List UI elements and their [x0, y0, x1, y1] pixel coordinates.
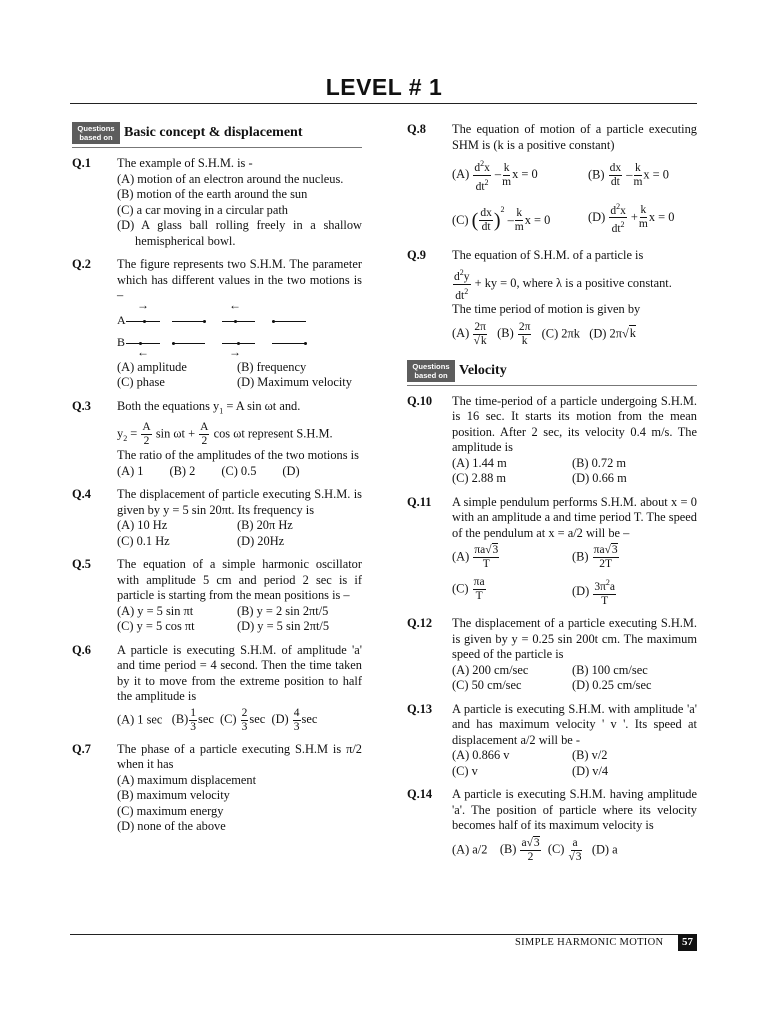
right-arrow-icon: →: [137, 297, 149, 312]
option-c: (C) a car moving in a circular path: [117, 202, 288, 217]
option-c: (C) 2πk: [541, 326, 580, 341]
option-b: (B) $\frac{a√3}{2}$: [499, 836, 540, 863]
question-3: [72, 399, 362, 480]
page-number: 57: [678, 934, 697, 951]
figure-dot: [304, 342, 307, 345]
option-b: (B) $\frac{1}{3}$ sec: [171, 706, 214, 733]
option-c: (C) maximum energy: [117, 803, 224, 818]
right-column: [407, 122, 697, 864]
option-c: (C) 0.5: [221, 463, 257, 478]
option-b: (B) $\frac{\pi a√3}{2T}$: [572, 544, 618, 571]
question-5: [72, 557, 362, 635]
figure-dot: [272, 320, 275, 323]
options: [452, 544, 697, 608]
section-header-velocity: [407, 360, 697, 382]
question-text: The example of S.H.M. is -: [117, 156, 253, 170]
question-10: [407, 394, 697, 487]
option-c: (C) $\frac{2}{3}$ sec: [220, 706, 266, 733]
equation: $y_2$ = $\frac{A}{2}$ sin ωt + $\frac{A}{2}$ cos ωt represent S.H.M.: [117, 421, 333, 448]
options: [117, 464, 362, 480]
option-a: (A) 1 sec: [117, 712, 163, 727]
question-4: [72, 487, 362, 549]
question-text: A simple pendulum performs S.H.M. about x = 0 with an amplitude a and time period T. The speed of the pendulum at x = a/2 will be –: [452, 494, 697, 540]
options-row-2: [452, 200, 697, 237]
question-number: Q.1: [72, 156, 91, 170]
option-b: (B) frequency: [237, 359, 307, 374]
section-title: Velocity: [459, 362, 507, 378]
option-d: (D) 2π√k: [589, 326, 636, 341]
figure-dot: [234, 320, 237, 323]
options: [452, 748, 697, 779]
option-a: (A) $\frac{d^2x}{dt^2}$ – $\frac{k}{m}$ x = 0: [452, 159, 538, 193]
question-number: Q.3: [72, 398, 91, 413]
question-6: [72, 643, 362, 734]
option-a: (A) 0.866 v: [452, 748, 510, 763]
section-title: Basic concept & displacement: [124, 125, 303, 140]
question-number: Q.12: [407, 616, 433, 631]
options: [117, 604, 362, 635]
option-c: (C) phase: [117, 375, 165, 389]
question-text: A particle is executing S.H.M. of amplitude 'a' and time period = 4 second. Then the time taken by it to move from the extreme position to half the amplitude is: [117, 642, 362, 704]
question-9: [407, 248, 697, 348]
option-a: (A) 1: [117, 463, 144, 478]
header-rule: [70, 103, 697, 104]
section-underline: [72, 147, 362, 148]
left-arrow-icon: ←: [229, 297, 241, 312]
options: [452, 321, 697, 348]
option-d: (D) 20Hz: [237, 533, 285, 548]
figure-dot: [143, 320, 146, 323]
question-7: [72, 742, 362, 835]
options: [117, 360, 362, 391]
question-text-2: The ratio of the amplitudes of the two motions is: [117, 448, 359, 463]
option-b: (B) y = 2 sin 2πt/5: [237, 603, 329, 618]
figure-dot: [172, 342, 175, 345]
option-d: (D) 0.25 cm/sec: [572, 678, 652, 693]
question-number: Q.11: [407, 494, 432, 509]
option-d: (D) 0.66 m: [572, 471, 627, 486]
option-b: (B) 2: [169, 463, 196, 478]
figure-dot: [203, 320, 206, 323]
option-a: (A) 1.44 m: [452, 455, 507, 470]
option-a: (A) y = 5 sin πt: [117, 603, 194, 618]
question-11: [407, 495, 697, 608]
option-d: (D) $\frac{4}{3}$ sec: [271, 706, 318, 733]
left-column: [72, 122, 362, 835]
option-b: (B) motion of the earth around the sun: [117, 187, 308, 201]
option-d: (D) Maximum velocity: [237, 375, 352, 389]
question-number: Q.7: [72, 741, 91, 756]
question-text: The time-period of a particle undergoing S.H.M. is 16 sec. It starts its motion from the mean position. After 2 sec, its velocity 0.4 m/s. The amplitude is: [452, 393, 697, 455]
question-number: Q.10: [407, 393, 433, 408]
option-d: (D) v/4: [572, 763, 609, 778]
question-number: Q.13: [407, 701, 433, 716]
option-d: (D): [282, 463, 300, 478]
figure-line: [272, 343, 306, 344]
footer-rule: [70, 934, 697, 935]
question-12: [407, 616, 697, 694]
option-a: (A) $\frac{2\pi}{√k}$: [452, 320, 487, 347]
section-header-basic: [72, 122, 362, 144]
question-number: Q.5: [72, 557, 91, 572]
option-c: (C) v: [452, 763, 478, 778]
figure-line: [172, 321, 205, 322]
shm-figure: [117, 297, 362, 360]
question-number: Q.9: [407, 248, 426, 263]
figure-line: [172, 343, 205, 344]
option-c: (C) $\frac{a}{√3}$: [547, 836, 582, 863]
option-b: (B) v/2: [572, 748, 608, 763]
right-arrow-icon: →: [229, 344, 241, 359]
question-text: The displacement of particle executing S.H.M. is given by y = 5 sin 20πt. Its frequency is: [117, 487, 362, 517]
option-c: (C) 2.88 m: [452, 471, 507, 486]
question-number: Q.8: [407, 122, 426, 136]
options: [117, 707, 362, 734]
question-13: [407, 702, 697, 780]
question-text: The displacement of a particle executing S.H.M. is given by y = 0.25 sin 200t cm. The maximum speed of the particle is: [452, 616, 697, 662]
question-14: [407, 787, 697, 864]
option-a: (A) $\frac{\pi a√3}{T}$: [452, 544, 499, 571]
option-b: (B) $\frac{2\pi}{k}$: [497, 320, 531, 347]
figure-label-a: A: [117, 312, 126, 327]
footer-chapter-title: SIMPLE HARMONIC MOTION: [515, 937, 664, 948]
option-d: (D) a: [591, 842, 618, 857]
question-text: Both the equations $y_1 = A$ sin ωt and.: [117, 398, 301, 415]
option-d: (D) $\frac{3\pi^2a}{T}$: [572, 578, 615, 608]
equation: $\frac{d^2y}{dt^2}$ + ky = 0, where λ is a positive constant.: [454, 267, 672, 302]
page-title: LEVEL # 1: [325, 74, 443, 100]
option-a: (A) 10 Hz: [117, 518, 168, 533]
option-a: (A) motion of an electron around the nucleus.: [117, 171, 344, 186]
option-d: (D) y = 5 sin 2πt/5: [237, 619, 330, 634]
option-c: (C) $\frac{\pi a}{T}$: [452, 576, 485, 603]
question-text: The phase of a particle executing S.H.M is π/2 when it has: [117, 741, 362, 772]
question-text: The equation of a simple harmonic oscillator with amplitude 5 cm and period 2 sec is if particle is starting from the mean positions is –: [117, 557, 362, 603]
questions-badge: Questions based on: [72, 122, 120, 144]
options: [452, 456, 697, 487]
option-a: (A) amplitude: [117, 359, 187, 374]
option-b: (B) 0.72 m: [572, 455, 627, 470]
question-number: Q.2: [72, 257, 91, 271]
options: [452, 663, 697, 694]
question-text: A particle is executing S.H.M. with amplitude 'a' and has maximum velocity ' v '. Its speed at displacement a/2 will be -: [452, 701, 697, 747]
option-c: (C) 50 cm/sec: [452, 678, 522, 693]
question-text: The equation of motion of a particle executing SHM is (k is a positive constant): [452, 122, 697, 152]
question-text: The equation of S.H.M. of a particle is: [452, 248, 644, 263]
question-text: A particle is executing S.H.M. having amplitude 'a'. The position of particle where its velocity becomes half of its maximum velocity is: [452, 787, 697, 833]
option-c: (C) y = 5 cos πt: [117, 619, 195, 634]
option-c: (C) 0.1 Hz: [117, 533, 170, 548]
option-b: (B) 20π Hz: [237, 518, 293, 533]
figure-line: [222, 321, 255, 322]
options: [117, 518, 362, 549]
section-underline: [407, 385, 697, 386]
question-number: Q.4: [72, 487, 91, 502]
question-1: [72, 156, 362, 249]
question-8: [407, 122, 697, 236]
left-arrow-icon: ←: [137, 344, 149, 359]
option-b: (B) $\frac{dx}{dt}$ – $\frac{k}{m}$ x = 0: [588, 161, 669, 188]
figure-line: [126, 343, 160, 344]
option-a: (A) 200 cm/sec: [452, 662, 529, 677]
question-number: Q.14: [407, 787, 433, 802]
question-2: [72, 257, 362, 391]
option-a: (A) a/2: [452, 842, 488, 857]
options: [452, 837, 697, 864]
option-c: (C) ( $\frac{dx}{dt}$ )$^2$ – $\frac{k}{m}$ x = 0: [452, 204, 551, 234]
option-d: (D) $\frac{d^2x}{dt^2}$ + $\frac{k}{m}$ x = 0: [588, 201, 675, 236]
option-d: (D) none of the above: [117, 819, 226, 834]
question-text: The figure represents two S.H.M. The parameter which has different values in the two motions is –: [117, 257, 362, 302]
options-row-1: [452, 157, 697, 194]
question-text-2: The time period of motion is given by: [452, 302, 641, 317]
option-d: (D) A glass ball rolling freely in a shallow hemispherical bowl.: [117, 218, 362, 248]
option-b: (B) 100 cm/sec: [572, 662, 648, 677]
questions-badge: Questions based on: [407, 360, 455, 382]
figure-label-b: B: [117, 334, 126, 349]
question-number: Q.6: [72, 642, 91, 657]
option-b: (B) maximum velocity: [117, 788, 230, 803]
figure-line: [272, 321, 306, 322]
option-a: (A) maximum displacement: [117, 772, 257, 787]
